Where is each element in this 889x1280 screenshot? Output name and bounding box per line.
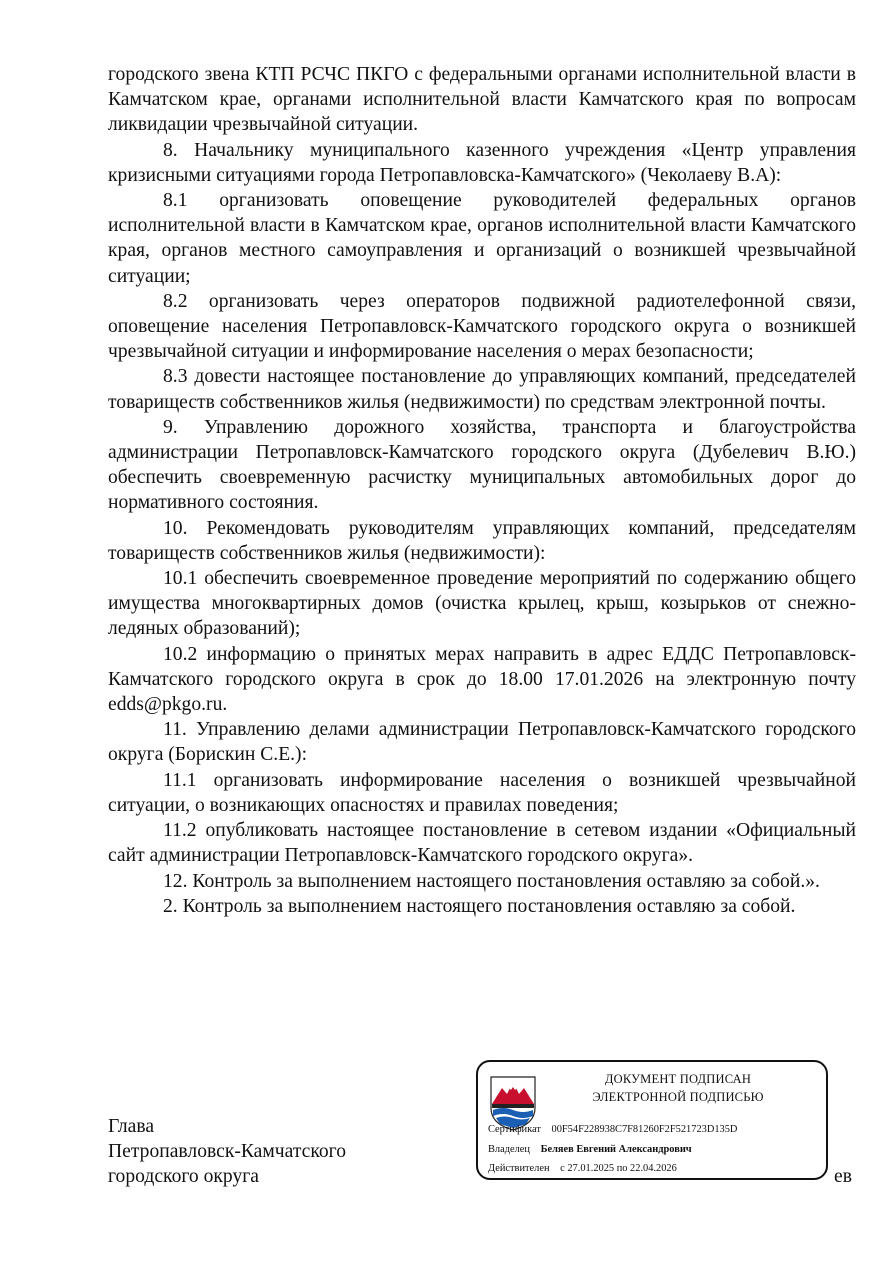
stamp-owner-row: [488, 1143, 692, 1157]
paragraph-item-8-2: 8.2 организовать через операторов подвижной радиотелефонной связи, оповещение населения Петропавловск-Камчатского городского округа о возникшей чрезвычайной ситуации и информирование населения о мерах безопасности;: [108, 290, 856, 363]
certificate-value: 00F54F228938C7F81260F2F521723D135D: [551, 1124, 738, 1135]
paragraph-item-10: 10. Рекомендовать руководителям управляющих компаний, председателям товариществ собственников жилья (недвижимости):: [108, 517, 856, 564]
owner-label: Владелец: [488, 1144, 530, 1155]
certificate-label: Сертификат: [488, 1124, 541, 1135]
document-body: [108, 62, 856, 919]
signer-name-fragment: ев: [834, 1166, 852, 1187]
validity-label: Действителен: [488, 1163, 550, 1174]
paragraph-item-11-1: 11.1 организовать информирование населения о возникшей чрезвычайной ситуации, о возникающих опасностях и правилах поведения;: [108, 769, 856, 816]
stamp-certificate-row: [488, 1123, 737, 1137]
signer-line-1: Глава: [108, 1116, 155, 1137]
paragraph-continuation: городского звена КТП РСЧС ПКГО с федеральными органами исполнительной власти в Камчатском крае, органами исполнительной власти Камчатского края по вопросам ликвидации чрезвычайной ситуации.: [108, 64, 856, 136]
paragraph-item-10-1: 10.1 обеспечить своевременное проведение мероприятий по содержанию общего имущества многоквартирных домов (очистка крылец, крыш, козырьков от снежно-ледяных образований);: [108, 568, 856, 640]
stamp-heading-line-1: ДОКУМЕНТ ПОДПИСАН: [604, 1072, 752, 1086]
stamp-heading-line-2: ЭЛЕКТРОННОЙ ПОДПИСЬЮ: [592, 1090, 764, 1104]
stamp-validity-row: [488, 1162, 677, 1176]
paragraph-item-8-1: 8.1 организовать оповещение руководителей федеральных органов исполнительной власти в Камчатском крае, органов исполнительной власти Камчатского края, органов местного самоуправления и организаций о возникшей чрезвычайной ситуации;: [108, 190, 856, 287]
paragraph-item-9: 9. Управлению дорожного хозяйства, транспорта и благоустройства администрации Петропавловск-Камчатского городского округа (Дубелевич В.Ю.) обеспечить своевременную расчистку муниципальных автомобильных дорог до нормативного состояния.: [108, 416, 856, 514]
paragraph-item-8: 8. Начальнику муниципального казенного учреждения «Центр управления кризисными ситуациями города Петропавловска-Камчатского» (Чеколаеву В.А):: [108, 139, 856, 186]
electronic-signature-stamp: [476, 1060, 828, 1180]
paragraph-item-11-2: 11.2 опубликовать настоящее постановление в сетевом издании «Официальный сайт администрации Петропавловск-Камчатского городского округа».: [108, 820, 856, 867]
signer-line-3: городского округа: [108, 1166, 259, 1188]
owner-value: Беляев Евгений Александрович: [540, 1144, 692, 1155]
paragraph-item-8-3: 8.3 довести настоящее постановление до управляющих компаний, председателей товариществ собственников жилья (недвижимости) по средствам электронной почты.: [108, 366, 856, 413]
paragraph-item-12: 12. Контроль за выполнением настоящего постановления оставляю за собой.».: [163, 870, 820, 892]
paragraph-item-2: 2. Контроль за выполнением настоящего постановления оставляю за собой.: [163, 895, 796, 917]
validity-value: с 27.01.2025 по 22.04.2026: [560, 1163, 677, 1174]
signer-title: [108, 1114, 346, 1190]
paragraph-item-11: 11. Управлению делами администрации Петропавловск-Камчатского городского округа (Борискин С.Е.):: [108, 719, 856, 766]
signer-line-2: Петропавловск-Камчатского: [108, 1141, 346, 1163]
stamp-heading: [548, 1070, 808, 1106]
paragraph-item-10-2: 10.2 информацию о принятых мерах направить в адрес ЕДДС Петропавловск-Камчатского городского округа в срок до 18.00 17.01.2026 на электронную почту edds@pkgo.ru.: [108, 643, 856, 716]
